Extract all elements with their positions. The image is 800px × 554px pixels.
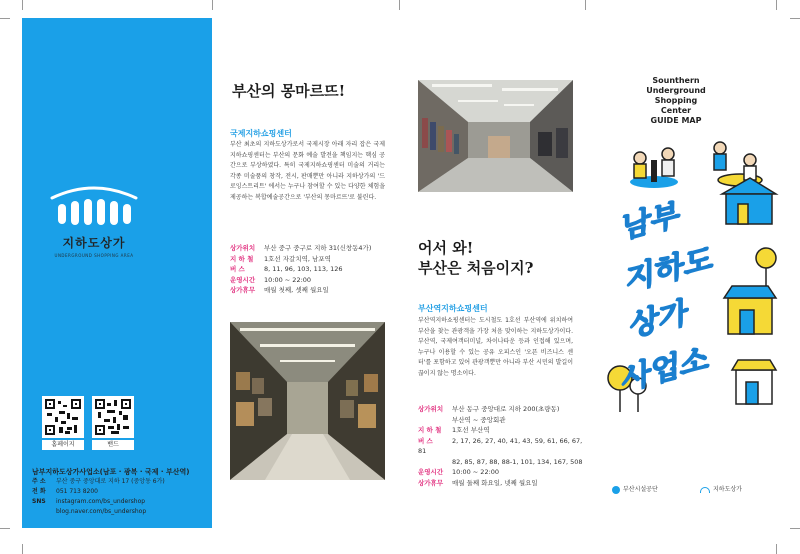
cover-graphic-line: 지하도	[626, 241, 713, 298]
busan-facilities-logo	[612, 484, 658, 494]
crop-mark	[212, 0, 213, 10]
info-key: 상가위치	[418, 405, 444, 413]
org-name: 남부지하도상가사업소(남포 · 광복 · 국제 · 부산역)	[32, 468, 190, 476]
info-key: 상가휴무	[230, 286, 256, 294]
info-value: 2, 17, 26, 27, 40, 41, 43, 59, 61, 66, 67, 81	[418, 436, 583, 455]
tel-value: 051 713 8200	[56, 488, 98, 495]
info-row-bus	[418, 436, 583, 457]
qr-code-homepage[interactable]	[42, 396, 84, 438]
guide-title-line: Center	[660, 106, 692, 115]
crop-mark	[22, 0, 23, 10]
qr-code-icon	[95, 399, 131, 435]
busan-facilities-name: 부산시설공단	[623, 486, 658, 493]
info-key: 상가위치	[230, 244, 256, 252]
info-value: 1호선 자갈치역, 남포역	[264, 254, 331, 263]
sns-row	[32, 497, 208, 507]
crop-mark	[790, 18, 800, 19]
info-value: 부산 동구 중앙대로 지하 200(초량동)	[452, 405, 560, 413]
busan-facilities-icon	[612, 486, 620, 494]
middle-body-text: 부산 최초의 지하도상가로서 국제시장 아래 자리 잡은 국제지하쇼핑센터는 부산의 문화 예술 발전을 책임지는 핵심 공간으로 부상하였다. 특히 국제지하쇼핑센터 미술의 거리는 각종 미술품의 창작, 전시, 판매뿐만 아니라 지하상가의 '드로잉스트리트' 에서는 누구나 참여할 수 있는 다양한 체험을 제공하는 복합예술공간으로 '부산의 몽마르뜨'로 불린다.	[230, 141, 385, 201]
qr-code-band[interactable]	[92, 396, 134, 438]
gukje-mall-corridor-photo	[230, 322, 385, 480]
sns-instagram-link[interactable]: instagram.com/bs_undershop	[56, 498, 146, 505]
underground-footer-logo	[700, 484, 742, 493]
underground-logo-icon	[46, 184, 142, 226]
info-key: 운영시간	[418, 468, 444, 476]
info-value: 매월 첫째, 셋째 월요일	[264, 286, 329, 294]
blue-panel	[22, 18, 212, 528]
cover-graphic-line: 사업소	[622, 341, 709, 398]
underground-logo	[38, 184, 150, 258]
crop-mark	[776, 544, 777, 554]
info-row-bus-2	[418, 457, 583, 468]
info-key: 지 하 철	[418, 426, 442, 434]
info-key: 버 스	[230, 265, 245, 273]
info-key: 버 스	[418, 436, 433, 445]
info-key: 지 하 철	[230, 254, 254, 263]
guide-title-line: Underground	[646, 86, 706, 95]
middle-section-heading: 국제지하쇼핑센터	[230, 129, 292, 138]
info-row-closed	[418, 478, 583, 489]
underground-footer-icon	[700, 487, 710, 493]
info-row-hours	[230, 275, 395, 286]
info-value: 10:00 ~ 22:00	[452, 468, 500, 476]
contact-info	[32, 467, 208, 517]
sns-blog-link[interactable]: blog.naver.com/bs_undershop	[56, 508, 147, 515]
tel-row	[32, 487, 208, 497]
crop-mark	[22, 544, 23, 554]
underground-footer-name: 지하도상가	[713, 486, 742, 493]
info-row-subway	[230, 254, 395, 265]
info-row-bus	[230, 264, 395, 275]
sns-row-2	[32, 507, 208, 517]
address-value: 부산 중구 중앙대로 지하 17 (중앙동 6가)	[56, 478, 165, 485]
info-value: 8, 11, 96, 103, 113, 126	[264, 265, 343, 273]
right-panel-title-line1: 어서 와!	[418, 239, 474, 257]
crop-mark	[585, 0, 586, 10]
info-row-closed	[230, 285, 395, 296]
crop-mark	[0, 528, 10, 529]
cover-graphic-line: 남부	[622, 196, 680, 247]
info-value: 1호선 부산역	[452, 426, 490, 434]
address-key: 주 소	[32, 478, 46, 485]
info-value: 부산 중구 중구로 지하 31(신창동4가)	[264, 244, 372, 252]
guide-map-title	[626, 76, 726, 126]
info-row-subway	[418, 425, 583, 436]
address-row	[32, 477, 208, 487]
cover-graphic-line: 상가	[630, 294, 688, 345]
crop-mark	[790, 528, 800, 529]
right-body-text: 부산역지하쇼핑센터는 도시철도 1호선 부산역에 위치하여 부산을 찾는 관광객을 가장 처음 맞이하는 지하도상가이다. 부산역, 국제여객터미널, 차이나타운 등과 인접해 있으며, 누구나 이용할 수 있는 공유 오피스인 '오픈 비즈니스 센터'를 포함하고 있어 관광객뿐만 아니라 부산 시민의 발길이 끊이지 않는 명소이다.	[418, 317, 573, 377]
tel-key: 전 화	[32, 488, 46, 495]
info-row-location-2	[418, 415, 583, 426]
info-value: 82, 85, 87, 88, 88-1, 101, 134, 167, 508	[452, 457, 583, 466]
crop-mark	[399, 0, 400, 10]
info-key: 운영시간	[230, 275, 256, 284]
info-row-location	[230, 243, 395, 254]
logo-name: 지하도상가	[62, 236, 126, 250]
qr-label-homepage: 홈페이지	[42, 440, 84, 450]
guide-title-line: GUIDE MAP	[650, 116, 702, 125]
crop-mark	[0, 18, 10, 19]
info-value: 부산역 ~ 중앙회관	[452, 415, 506, 424]
guide-title-line: Sounthern	[652, 76, 700, 85]
qr-code-icon	[45, 399, 81, 435]
info-value: 10:00 ~ 22:00	[264, 275, 312, 284]
info-key: 상가휴무	[418, 478, 444, 487]
middle-panel-title: 부산의 몽마르뜨!	[232, 82, 346, 100]
guide-title-line: Shopping	[654, 96, 698, 105]
logo-subtitle: UNDERGROUND SHOPPING AREA	[54, 253, 134, 258]
qr-label-band: 밴드	[92, 440, 134, 450]
sns-key: SNS	[32, 498, 46, 505]
cover-graphic-text	[618, 196, 758, 406]
right-panel-title-line2: 부산은 처음이지?	[418, 259, 534, 277]
busan-station-mall-photo	[418, 80, 573, 192]
info-row-hours	[418, 467, 583, 478]
middle-info-list	[230, 243, 395, 296]
crop-mark	[776, 0, 777, 10]
info-value: 매월 둘째 화요일, 넷째 월요일	[452, 478, 538, 487]
info-row-location	[418, 404, 583, 415]
right-info-list	[418, 404, 583, 488]
right-section-heading: 부산역지하쇼핑센터	[418, 304, 488, 313]
